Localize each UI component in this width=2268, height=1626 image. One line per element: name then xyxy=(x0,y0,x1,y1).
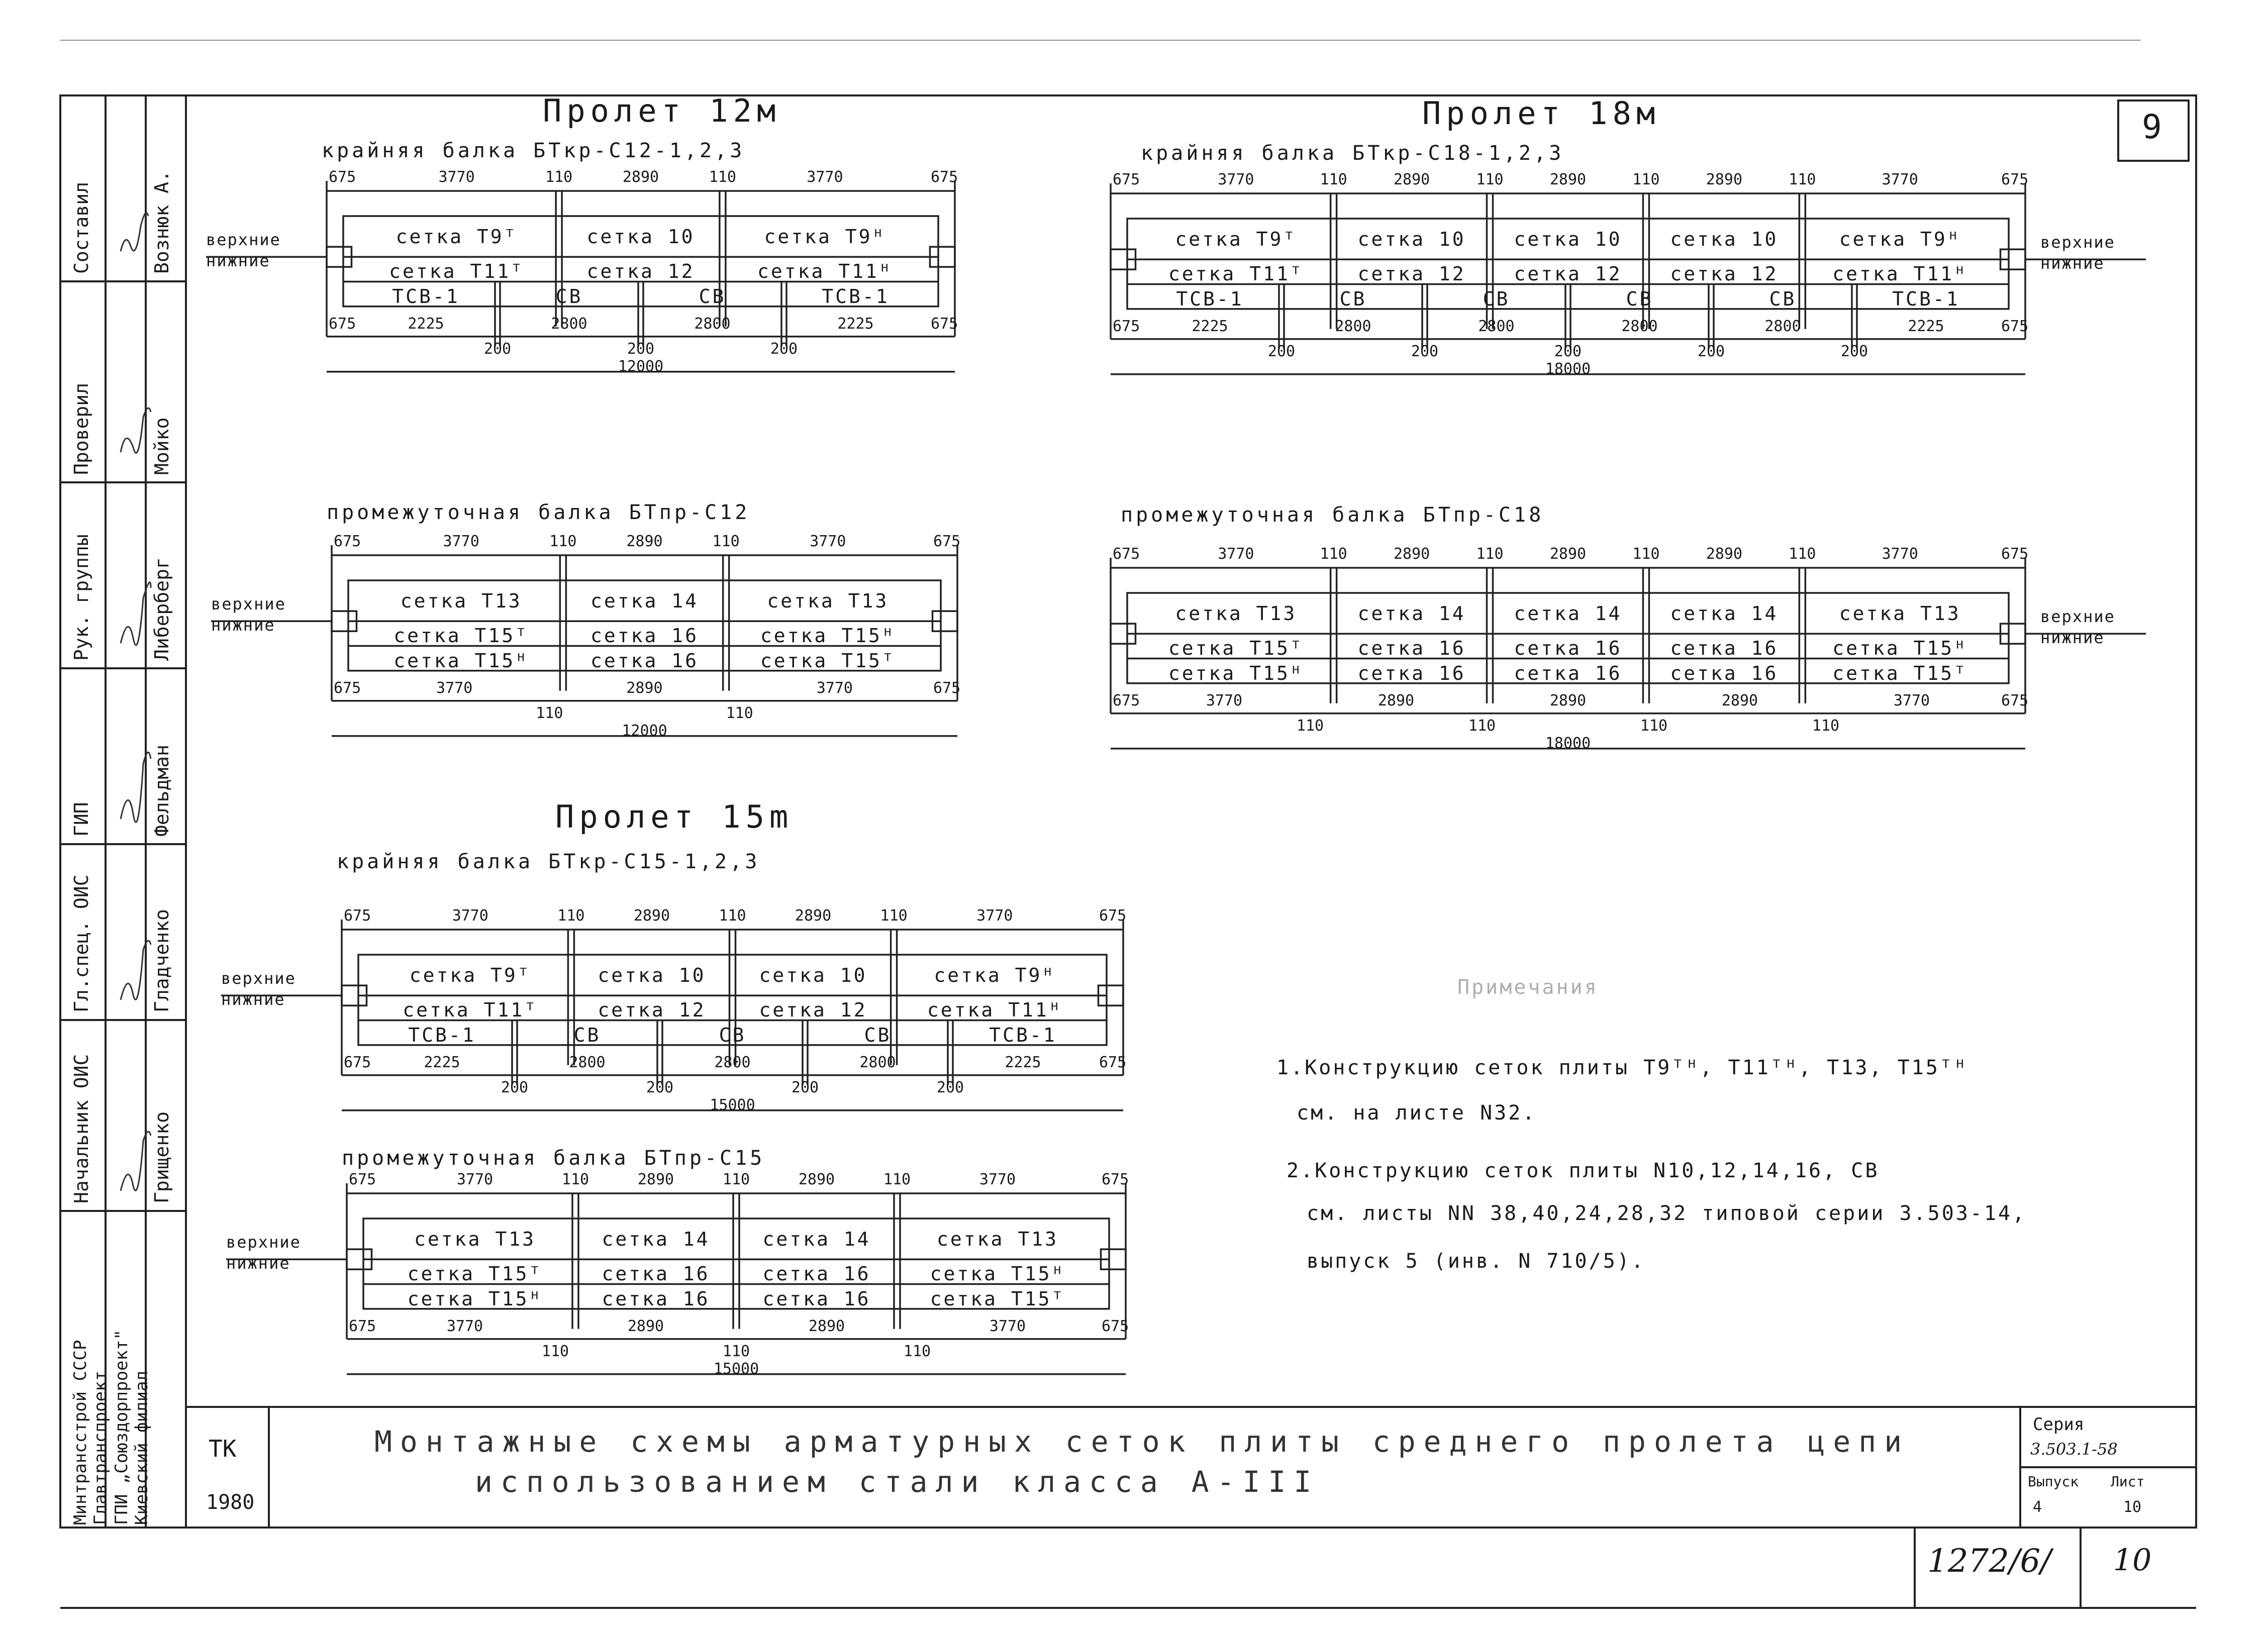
span18-mid_beam-td-6: 110 xyxy=(1632,545,1660,563)
span15-mid_beam-bd-3: 2890 xyxy=(808,1317,845,1335)
stamp-name-6: Грищенко xyxy=(151,1111,173,1203)
span18-edge_beam-upper-label: верхние xyxy=(2040,233,2115,252)
span18-edge_beam-td-7: 2890 xyxy=(1706,171,1743,188)
span18-mid_beam-td-5: 2890 xyxy=(1549,545,1587,563)
span15-edge_beam-br-4: ТСВ-1 xyxy=(989,1024,1057,1046)
span15-edge_beam-bd-3: 2800 xyxy=(714,1053,751,1071)
span18-mid_beam-lower-label: нижние xyxy=(2040,628,2105,648)
span12-mid-name: промежуточная балка БТпр-С12 xyxy=(327,501,750,524)
span15-mid_beam-upper-1: сетка 14 xyxy=(602,1228,710,1250)
span18-mid_beam-bd-1: 3770 xyxy=(1206,691,1243,709)
span18-mid_beam-gd-2: 110 xyxy=(1640,717,1668,735)
span12-mid_beam-lower1-1: сетка 16 xyxy=(590,625,699,647)
span12-edge_beam-bd-0: 675 xyxy=(329,315,356,333)
span15-mid_beam-upper-label: верхние xyxy=(226,1233,301,1252)
span12-edge_beam-lower-1: сетка 12 xyxy=(586,260,695,283)
span15-mid_beam-td-2: 110 xyxy=(561,1171,589,1188)
span18-mid_beam-upper-3: сетка 14 xyxy=(1670,602,1779,625)
span12-edge_beam-upper-0: сетка T9ᵀ xyxy=(396,226,518,248)
span18-edge_beam-bd-5: 2800 xyxy=(1764,317,1801,335)
span18-edge_beam-lower-1: сетка 12 xyxy=(1357,263,1466,285)
span12-title: Пролет 12м xyxy=(543,92,781,129)
span18-edge_beam-br-4: СВ xyxy=(1769,287,1797,310)
span18-edge_beam-bd-last: 675 xyxy=(2001,317,2029,335)
span12-mid_beam-lower1-0: сетка T15ᵀ xyxy=(393,625,529,647)
span18-mid_beam-bd-0: 675 xyxy=(1113,691,1140,709)
span18-mid_beam-bd-5: 3770 xyxy=(1893,691,1930,709)
span18-mid_beam-bd-2: 2890 xyxy=(1377,691,1415,709)
span12-edge_beam-br-0: ТСВ-1 xyxy=(392,285,460,308)
span12-mid_beam-td-4: 110 xyxy=(712,533,740,550)
span15-edge_beam-upper-0: сетка T9ᵀ xyxy=(409,964,531,986)
span18-edge_beam-br-2: СВ xyxy=(1483,287,1510,310)
span12-edge_beam-upper-2: сетка T9ᴴ xyxy=(764,226,886,248)
stamp-role-4: ГИП xyxy=(70,802,92,837)
span15-mid_beam-lower2-0: сетка T15ᴴ xyxy=(407,1287,543,1310)
span18-title: Пролет 18м xyxy=(1422,95,1660,132)
notes-heading: Примечания xyxy=(1457,976,1599,999)
span12-mid_beam-td-3: 2890 xyxy=(626,533,663,550)
span12-mid_beam-upper-label: верхние xyxy=(211,594,286,614)
span18-edge_beam-bd-1: 2225 xyxy=(1192,317,1228,335)
span18-edge_beam-td-4: 110 xyxy=(1476,171,1504,188)
span12-edge_beam-upper-label: верхние xyxy=(206,230,281,250)
span12-mid_beam-gd-1: 110 xyxy=(726,704,753,722)
span12-edge_beam-td-2: 110 xyxy=(545,168,573,186)
span15-edge_beam-gd-2: 200 xyxy=(791,1078,819,1096)
span12-edge_beam-br-2: СВ xyxy=(699,285,726,308)
span15-mid_beam-gd-1: 110 xyxy=(722,1342,750,1360)
span12-mid_beam-td-2: 110 xyxy=(549,533,577,550)
span12-mid_beam-td-5: 3770 xyxy=(810,533,846,550)
span15-mid_beam-total: 15000 xyxy=(713,1360,759,1378)
issue-value: 4 xyxy=(2033,1498,2042,1516)
span15-mid_beam-lower1-1: сетка 16 xyxy=(602,1263,710,1285)
span18-edge_beam-bd-2: 2800 xyxy=(1335,317,1371,335)
span18-edge_beam-bd-3: 2800 xyxy=(1478,317,1515,335)
span15-edge_beam-gd-0: 200 xyxy=(501,1078,529,1096)
span12-mid_beam-total: 12000 xyxy=(622,722,667,740)
title-line-1: Монтажные схемы арматурных сеток плиты среднего пролета цепи xyxy=(374,1425,1910,1459)
series-label: Серия xyxy=(2033,1414,2085,1435)
span15-edge_beam-total: 15000 xyxy=(710,1096,755,1114)
span12-edge_beam-gd-0: 200 xyxy=(483,340,512,358)
span18-edge_beam-lower-3: сетка 12 xyxy=(1670,263,1779,285)
stamp-name-4: Фельдман xyxy=(151,744,173,837)
span15-mid_beam-td-7: 3770 xyxy=(979,1171,1016,1188)
span15-mid_beam-upper-2: сетка 14 xyxy=(762,1228,871,1250)
span12-mid_beam-gd-0: 110 xyxy=(536,704,563,722)
span15-edge_beam-upper-1: сетка 10 xyxy=(598,964,706,986)
span18-edge_beam-lower-0: сетка T11ᵀ xyxy=(1168,263,1304,285)
span18-mid_beam-lower2-3: сетка 16 xyxy=(1670,662,1779,684)
span18-mid_beam-bd-3: 2890 xyxy=(1549,691,1587,709)
span12-edge_beam-br-1: СВ xyxy=(555,285,583,308)
span15-edge_beam-lower-0: сетка T11ᵀ xyxy=(403,999,538,1022)
span15-mid_beam-td-5: 2890 xyxy=(798,1171,835,1188)
span18-edge_beam-td-last: 675 xyxy=(2001,171,2029,188)
span15-mid_beam-bd-2: 2890 xyxy=(627,1317,664,1335)
span18-edge_beam-br-1: СВ xyxy=(1339,287,1367,310)
span18-edge_beam-upper-0: сетка T9ᵀ xyxy=(1175,228,1297,250)
span12-edge_beam-td-1: 3770 xyxy=(438,168,475,186)
span18-mid_beam-upper-4: сетка T13 xyxy=(1839,602,1961,625)
span12-mid_beam-bd-1: 3770 xyxy=(436,679,473,697)
span18-edge_beam-td-1: 3770 xyxy=(1218,171,1254,188)
span15-edge_beam-td-0: 675 xyxy=(344,907,371,925)
span12-mid_beam-bd-0: 675 xyxy=(334,679,361,697)
span12-edge_beam-bd-2: 2800 xyxy=(551,315,587,333)
span18-edge_beam-gd-1: 200 xyxy=(1411,342,1439,360)
span15-mid_beam-lower2-1: сетка 16 xyxy=(602,1287,710,1310)
span12-edge_beam-td-last: 675 xyxy=(931,168,958,186)
span12-edge_beam-td-0: 675 xyxy=(329,168,356,186)
stamp-role-5: Гл.спец. ОИС xyxy=(70,874,92,1012)
span15-edge_beam-bd-0: 675 xyxy=(344,1053,371,1071)
span12-edge_beam-br-3: ТСВ-1 xyxy=(822,285,890,308)
note-1b: см. на листе N32. xyxy=(1297,1101,1537,1125)
org-line-1: Минтрансстрой СССР xyxy=(70,1340,90,1525)
span15-edge_beam-upper-3: сетка T9ᴴ xyxy=(934,964,1056,986)
span15-mid_beam-lower2-3: сетка T15ᵀ xyxy=(930,1287,1065,1310)
span15-mid_beam-td-last: 675 xyxy=(1102,1171,1129,1188)
span15-edge_beam-upper-2: сетка 10 xyxy=(759,964,867,986)
span15-edge_beam-upper-label: верхние xyxy=(221,969,296,988)
span15-edge_beam-bd-2: 2800 xyxy=(569,1053,606,1071)
span18-edge_beam-gd-2: 200 xyxy=(1554,342,1582,360)
span15-mid_beam-td-3: 2890 xyxy=(637,1171,674,1188)
span18-mid_beam-td-2: 110 xyxy=(1320,545,1347,563)
span15-edge_beam-lower-1: сетка 12 xyxy=(598,999,706,1022)
span18-mid_beam-upper-2: сетка 14 xyxy=(1514,602,1622,625)
span15-edge_beam-td-last: 675 xyxy=(1099,907,1127,925)
span18-edge_beam-lower-label: нижние xyxy=(2040,254,2105,273)
span12-edge_beam-td-4: 110 xyxy=(709,168,736,186)
span15-mid-name: промежуточная балка БТпр-С15 xyxy=(342,1147,765,1170)
span12-edge_beam-lower-2: сетка T11ᴴ xyxy=(757,260,893,283)
span12-mid_beam-bd-2: 2890 xyxy=(626,679,663,697)
span18-edge_beam-upper-2: сетка 10 xyxy=(1514,228,1622,250)
span18-edge_beam-td-5: 2890 xyxy=(1549,171,1587,188)
span15-mid_beam-bd-last: 675 xyxy=(1102,1317,1129,1335)
span18-edge_beam-lower-4: сетка T11ᴴ xyxy=(1832,263,1968,285)
span18-mid_beam-lower2-1: сетка 16 xyxy=(1357,662,1466,684)
series-value: 3.503.1-58 xyxy=(2030,1440,2118,1459)
span12-edge_beam-gd-2: 200 xyxy=(770,340,798,358)
stamp-name-5: Гладченко xyxy=(151,909,173,1012)
span18-mid_beam-td-1: 3770 xyxy=(1218,545,1254,563)
issue-label: Выпуск xyxy=(2028,1473,2079,1490)
span15-mid_beam-lower-label: нижние xyxy=(226,1254,290,1273)
span18-edge_beam-upper-3: сетка 10 xyxy=(1670,228,1779,250)
span15-title: Пролет 15m xyxy=(555,798,794,835)
span12-mid_beam-upper-2: сетка T13 xyxy=(767,590,889,612)
span15-edge_beam-bd-4: 2800 xyxy=(859,1053,896,1071)
span18-mid_beam-gd-1: 110 xyxy=(1468,717,1496,735)
span15-edge_beam-td-4: 110 xyxy=(719,907,746,925)
span18-edge_beam-gd-3: 200 xyxy=(1697,342,1725,360)
span12-mid_beam-td-last: 675 xyxy=(933,533,961,550)
span18-edge_beam-bd-4: 2800 xyxy=(1621,317,1658,335)
span15-mid_beam-td-6: 110 xyxy=(883,1171,911,1188)
span15-mid_beam-gd-0: 110 xyxy=(541,1342,569,1360)
span12-mid_beam-bd-3: 3770 xyxy=(816,679,853,697)
span18-edge_beam-td-6: 110 xyxy=(1632,171,1660,188)
span12-edge-name: крайняя балка БТкр-С12-1,2,3 xyxy=(322,139,745,162)
stamp-role-1: Составил xyxy=(70,181,92,274)
span15-edge_beam-td-2: 110 xyxy=(557,907,585,925)
span15-edge_beam-gd-1: 200 xyxy=(646,1078,674,1096)
stamp-role-3: Рук. группы xyxy=(70,534,92,661)
span18-edge_beam-td-0: 675 xyxy=(1113,171,1140,188)
span15-edge_beam-bd-last: 675 xyxy=(1099,1053,1127,1071)
span15-edge_beam-gd-3: 200 xyxy=(936,1078,964,1096)
span12-edge_beam-bd-1: 2225 xyxy=(408,315,444,333)
span12-edge_beam-bd-last: 675 xyxy=(931,315,958,333)
span18-edge_beam-upper-4: сетка T9ᴴ xyxy=(1839,228,1961,250)
span18-mid_beam-td-4: 110 xyxy=(1476,545,1504,563)
span18-mid_beam-td-last: 675 xyxy=(2001,545,2029,563)
span15-edge_beam-lower-2: сетка 12 xyxy=(759,999,867,1022)
tk-label: ТК xyxy=(209,1435,237,1462)
span12-edge_beam-td-3: 2890 xyxy=(622,168,659,186)
span12-edge_beam-bd-4: 2225 xyxy=(837,315,874,333)
span18-edge_beam-td-2: 110 xyxy=(1320,171,1347,188)
span18-mid_beam-upper-label: верхние xyxy=(2040,607,2115,627)
span18-mid_beam-total: 18000 xyxy=(1545,734,1591,752)
span15-mid_beam-gd-2: 110 xyxy=(903,1342,931,1360)
span18-mid_beam-lower1-2: сетка 16 xyxy=(1514,637,1622,660)
span18-mid_beam-td-9: 3770 xyxy=(1882,545,1918,563)
span18-mid_beam-lower1-0: сетка T15ᵀ xyxy=(1168,637,1304,660)
span18-edge_beam-td-3: 2890 xyxy=(1393,171,1430,188)
span18-mid_beam-lower1-4: сетка T15ᴴ xyxy=(1832,637,1968,660)
span15-mid_beam-lower1-0: сетка T15ᵀ xyxy=(407,1263,543,1285)
span15-mid_beam-bd-4: 3770 xyxy=(989,1317,1026,1335)
sheet-label: Лист xyxy=(2111,1473,2145,1490)
stamp-name-2: Мойко xyxy=(151,417,173,475)
span15-mid_beam-upper-3: сетка T13 xyxy=(937,1228,1058,1250)
span12-mid_beam-bd-last: 675 xyxy=(933,679,961,697)
span18-mid_beam-gd-0: 110 xyxy=(1296,717,1324,735)
span18-edge_beam-br-3: СВ xyxy=(1626,287,1653,310)
span18-edge_beam-upper-1: сетка 10 xyxy=(1357,228,1466,250)
span18-mid_beam-bd-4: 2890 xyxy=(1721,691,1758,709)
span12-mid_beam-lower1-2: сетка T15ᴴ xyxy=(760,625,896,647)
span18-mid-name: промежуточная балка БТпр-С18 xyxy=(1121,503,1544,527)
note-2a: 2.Конструкцию сеток плиты N10,12,14,16, СВ xyxy=(1287,1159,1880,1182)
org-line-3: ГПИ „Союздорпроект" xyxy=(112,1330,132,1525)
sheet-value: 10 xyxy=(2123,1498,2142,1516)
span12-mid_beam-td-0: 675 xyxy=(334,533,361,550)
span15-mid_beam-lower2-2: сетка 16 xyxy=(762,1287,871,1310)
stamp-name-3: Либерберг xyxy=(151,557,173,661)
span18-mid_beam-td-7: 2890 xyxy=(1706,545,1743,563)
span18-edge-name: крайняя балка БТкр-С18-1,2,3 xyxy=(1141,142,1564,165)
note-1a: 1.Конструкцию сеток плиты T9ᵀᴴ, T11ᵀᴴ, T13, T15ᵀᴴ xyxy=(1276,1056,1968,1079)
span18-mid_beam-lower2-4: сетка T15ᵀ xyxy=(1832,662,1968,684)
span15-edge_beam-br-0: ТСВ-1 xyxy=(408,1024,476,1046)
span15-mid_beam-bd-0: 675 xyxy=(349,1317,376,1335)
span15-edge_beam-br-3: СВ xyxy=(864,1024,892,1046)
span12-mid_beam-td-1: 3770 xyxy=(443,533,479,550)
span18-mid_beam-lower2-2: сетка 16 xyxy=(1514,662,1622,684)
span12-mid_beam-lower2-0: сетка T15ᴴ xyxy=(393,649,529,672)
sheet-badge: 9 xyxy=(2142,108,2162,146)
span15-edge-name: крайняя балка БТкр-С15-1,2,3 xyxy=(337,850,760,873)
span15-edge_beam-lower-label: нижние xyxy=(221,990,285,1009)
span18-mid_beam-td-8: 110 xyxy=(1789,545,1816,563)
span15-edge_beam-lower-3: сетка T11ᴴ xyxy=(927,999,1062,1022)
span18-mid_beam-td-0: 675 xyxy=(1113,545,1140,563)
span15-edge_beam-td-7: 3770 xyxy=(976,907,1013,925)
span15-mid_beam-td-0: 675 xyxy=(349,1171,376,1188)
year-label: 1980 xyxy=(206,1491,255,1514)
span18-edge_beam-td-9: 3770 xyxy=(1882,171,1918,188)
span12-edge_beam-upper-1: сетка 10 xyxy=(586,226,695,248)
span12-edge_beam-gd-1: 200 xyxy=(627,340,655,358)
span15-mid_beam-bd-1: 3770 xyxy=(446,1317,483,1335)
span15-edge_beam-bd-1: 2225 xyxy=(424,1053,460,1071)
span15-edge_beam-br-1: СВ xyxy=(573,1024,601,1046)
span18-mid_beam-lower1-3: сетка 16 xyxy=(1670,637,1779,660)
span18-edge_beam-gd-4: 200 xyxy=(1840,342,1868,360)
span12-mid_beam-upper-0: сетка T13 xyxy=(400,590,522,612)
span15-edge_beam-bd-5: 2225 xyxy=(1005,1053,1041,1071)
stamp-sheet: 10 xyxy=(2113,1543,2152,1578)
span12-edge_beam-td-5: 3770 xyxy=(807,168,843,186)
span18-edge_beam-bd-0: 675 xyxy=(1113,317,1140,335)
note-2b: см. листы NN 38,40,24,28,32 типовой серии 3.503-14, xyxy=(1307,1202,2027,1225)
span18-mid_beam-upper-0: сетка T13 xyxy=(1175,602,1297,625)
span12-mid_beam-lower2-1: сетка 16 xyxy=(590,649,699,672)
span18-edge_beam-total: 18000 xyxy=(1545,360,1591,378)
stamp-role-2: Проверил xyxy=(70,382,92,475)
span12-mid_beam-lower-label: нижние xyxy=(211,616,275,635)
org-line-4: Киевский филиал xyxy=(132,1370,152,1525)
org-line-2: Главтранспроект xyxy=(90,1370,111,1525)
span15-mid_beam-lower1-2: сетка 16 xyxy=(762,1263,871,1285)
note-2c: выпуск 5 (инв. N 710/5). xyxy=(1307,1250,1645,1273)
span12-edge_beam-lower-0: сетка T11ᵀ xyxy=(389,260,524,283)
span12-edge_beam-lower-label: нижние xyxy=(206,251,270,271)
span15-edge_beam-td-5: 2890 xyxy=(795,907,832,925)
span12-edge_beam-total: 12000 xyxy=(618,357,664,375)
span18-mid_beam-gd-3: 110 xyxy=(1812,717,1840,735)
span18-edge_beam-gd-0: 200 xyxy=(1267,342,1296,360)
span18-edge_beam-lower-2: сетка 12 xyxy=(1514,263,1622,285)
span15-edge_beam-br-2: СВ xyxy=(719,1024,746,1046)
span12-edge_beam-bd-3: 2800 xyxy=(694,315,731,333)
title-line-2: использованием стали класса А-III xyxy=(475,1465,1320,1499)
stamp-name-1: Вознюк А. xyxy=(151,170,173,274)
stamp-role-6: Начальник ОИС xyxy=(70,1054,92,1203)
span18-mid_beam-lower2-0: сетка T15ᴴ xyxy=(1168,662,1304,684)
span18-mid_beam-td-3: 2890 xyxy=(1393,545,1430,563)
span18-mid_beam-lower1-1: сетка 16 xyxy=(1357,637,1466,660)
span12-mid_beam-lower2-2: сетка T15ᵀ xyxy=(760,649,896,672)
span15-edge_beam-td-1: 3770 xyxy=(452,907,488,925)
span15-edge_beam-td-3: 2890 xyxy=(633,907,670,925)
span15-mid_beam-td-1: 3770 xyxy=(456,1171,494,1188)
span15-mid_beam-td-4: 110 xyxy=(722,1171,750,1188)
stamp-code: 1272/6/ xyxy=(1927,1543,2051,1580)
span12-mid_beam-upper-1: сетка 14 xyxy=(590,590,699,612)
span15-mid_beam-upper-0: сетка T13 xyxy=(414,1228,536,1250)
span18-edge_beam-td-8: 110 xyxy=(1789,171,1816,188)
span18-edge_beam-bd-6: 2225 xyxy=(1908,317,1944,335)
span18-edge_beam-br-5: ТСВ-1 xyxy=(1892,287,1960,310)
span18-mid_beam-bd-last: 675 xyxy=(2001,691,2029,709)
span15-mid_beam-lower1-3: сетка T15ᴴ xyxy=(930,1263,1065,1285)
span18-mid_beam-upper-1: сетка 14 xyxy=(1357,602,1466,625)
span15-edge_beam-td-6: 110 xyxy=(880,907,908,925)
span18-edge_beam-br-0: ТСВ-1 xyxy=(1176,287,1244,310)
